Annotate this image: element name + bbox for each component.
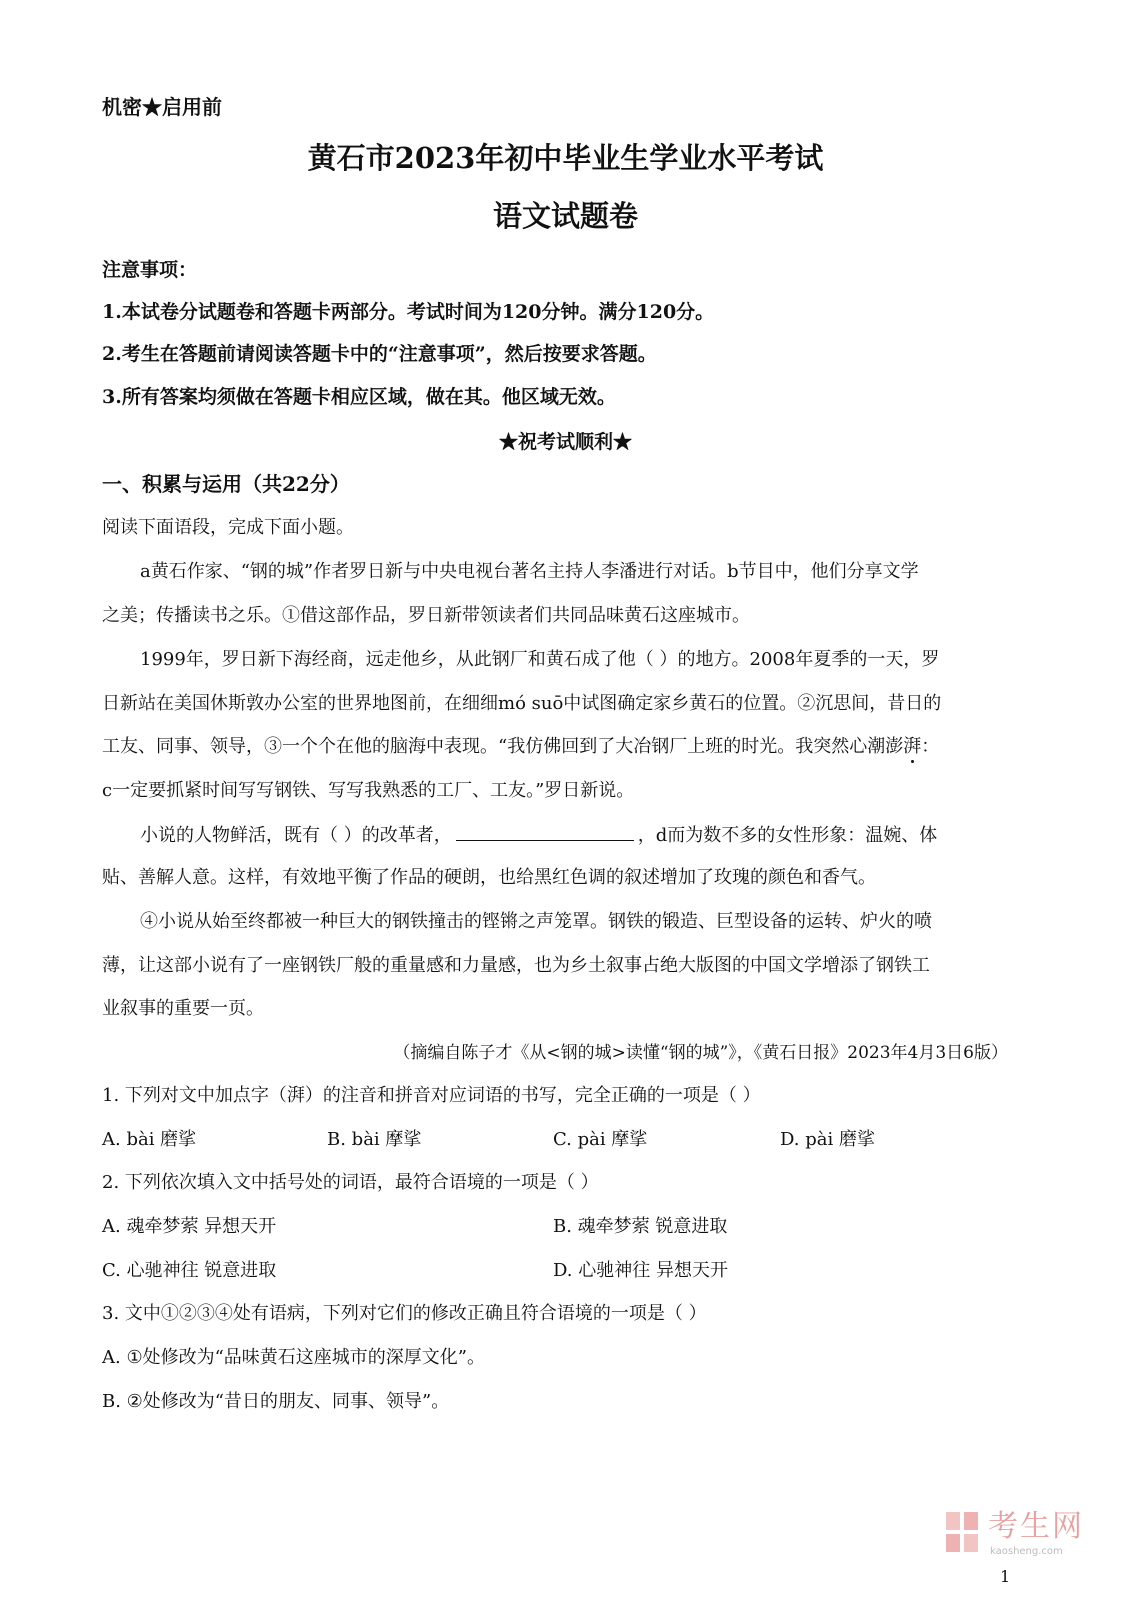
page-number: 1 (1000, 1567, 1011, 1586)
dotted-character: 湃 (903, 736, 922, 757)
question-1-stem: 1. 下列对文中加点字（湃）的注音和拼音对应词语的书写，完全正确的一项是（ ） (102, 1085, 761, 1106)
notice-heading: 注意事项： (102, 259, 198, 281)
question-2-option-d[interactable]: D. 心驰神往 异想天开 (553, 1260, 728, 1281)
section-title: 一、积累与运用（共22分） (102, 472, 350, 496)
watermark-url: kaosheng.com (990, 1546, 1063, 1557)
question-1-option-d[interactable]: D. pài 磨挲 (780, 1129, 875, 1150)
question-1-option-c[interactable]: C. pài 摩挲 (553, 1129, 648, 1150)
question-3-stem: 3. 文中①②③④处有语病，下列对它们的修改正确且符合语境的一项是（ ） (102, 1303, 707, 1324)
notice-item-2: 2.考生在答题前请阅读答题卡中的“注意事项”，然后按要求答题。 (102, 343, 657, 365)
passage-line: c一定要抓紧时间写写钢铁、写写我熟悉的工厂、工友。”罗日新说。 (102, 780, 635, 801)
passage-line: 业叙事的重要一页。 (102, 998, 264, 1019)
section-intro: 阅读下面语段，完成下面小题。 (102, 517, 354, 538)
question-2-option-b[interactable]: B. 魂牵梦萦 锐意进取 (553, 1216, 728, 1237)
passage-line: 薄，让这部小说有了一座钢铁厂般的重量感和力量感，也为乡土叙事占绝大版图的中国文学增添了钢铁工 (102, 955, 930, 976)
notice-item-3: 3.所有答案均须做在答题卡相应区域，做在其。他区域无效。 (102, 386, 616, 408)
question-3-option-a[interactable]: A. ①处修改为“品味黄石这座城市的深厚文化”。 (102, 1347, 485, 1368)
watermark (944, 1508, 1094, 1564)
question-1-option-b[interactable]: B. bài 摩挲 (327, 1129, 422, 1150)
passage-line: 工友、同事、领导，③一个个在他的脑海中表现。“我仿佛回到了大冶钢厂上班的时光。我突然心潮澎湃： (102, 736, 940, 757)
watermark-name: 考生网 (988, 1509, 1084, 1544)
question-3-option-b[interactable]: B. ②处修改为“昔日的朋友、同事、领导”。 (102, 1391, 450, 1412)
passage-line: a黄石作家、“钢的城”作者罗日新与中央电视台著名主持人李潘进行对话。b节目中，他们分享文学 (140, 561, 919, 582)
passage-line: ④小说从始至终都被一种巨大的钢铁撞击的铿锵之声笼罩。钢铁的锻造、巨型设备的运转、炉火的喷 (140, 911, 932, 932)
confidential-label: 机密★启用前 (102, 95, 222, 119)
fill-in-blank (456, 822, 634, 841)
question-2-stem: 2. 下列依次填入文中括号处的词语，最符合语境的一项是（ ） (102, 1172, 599, 1193)
question-2-option-c[interactable]: C. 心驰神往 锐意进取 (102, 1260, 277, 1281)
exam-title: 黄石市2023年初中毕业生学业水平考试 (307, 141, 824, 175)
exam-subtitle: 语文试题卷 (492, 199, 638, 233)
passage-line: 贴、善解人意。这样，有效地平衡了作品的硬朗，也给黑红色调的叙述增加了玫瑰的颜色和香气。 (102, 867, 876, 888)
watermark-logo-icon (944, 1510, 980, 1554)
good-luck-banner: ★祝考试顺利★ (498, 431, 632, 453)
passage-line: 之美；传播读书之乐。①借这部作品，罗日新带领读者们共同品味黄石这座城市。 (102, 605, 750, 626)
question-2-option-a[interactable]: A. 魂牵梦萦 异想天开 (102, 1216, 277, 1237)
passage-source: （摘编自陈子才《从<钢的城>读懂“钢的城”》，《黄石日报》2023年4月3日6版） (393, 1043, 1008, 1063)
passage-line: 日新站在美国休斯敦办公室的世界地图前，在细细mó suō中试图确定家乡黄石的位置。②沉思间，昔日的 (102, 693, 942, 714)
passage-line: 1999年，罗日新下海经商，远走他乡，从此钢厂和黄石成了他（ ）的地方。2008年夏季的一天，罗 (140, 649, 940, 670)
passage-line: 小说的人物鲜活，既有（ ）的改革者， ，d而为数不多的女性形象：温婉、体 (140, 822, 937, 848)
question-1-option-a[interactable]: A. bài 磨挲 (102, 1129, 197, 1150)
notice-item-1: 1.本试卷分试题卷和答题卡两部分。考试时间为120分钟。满分120分。 (102, 301, 715, 323)
